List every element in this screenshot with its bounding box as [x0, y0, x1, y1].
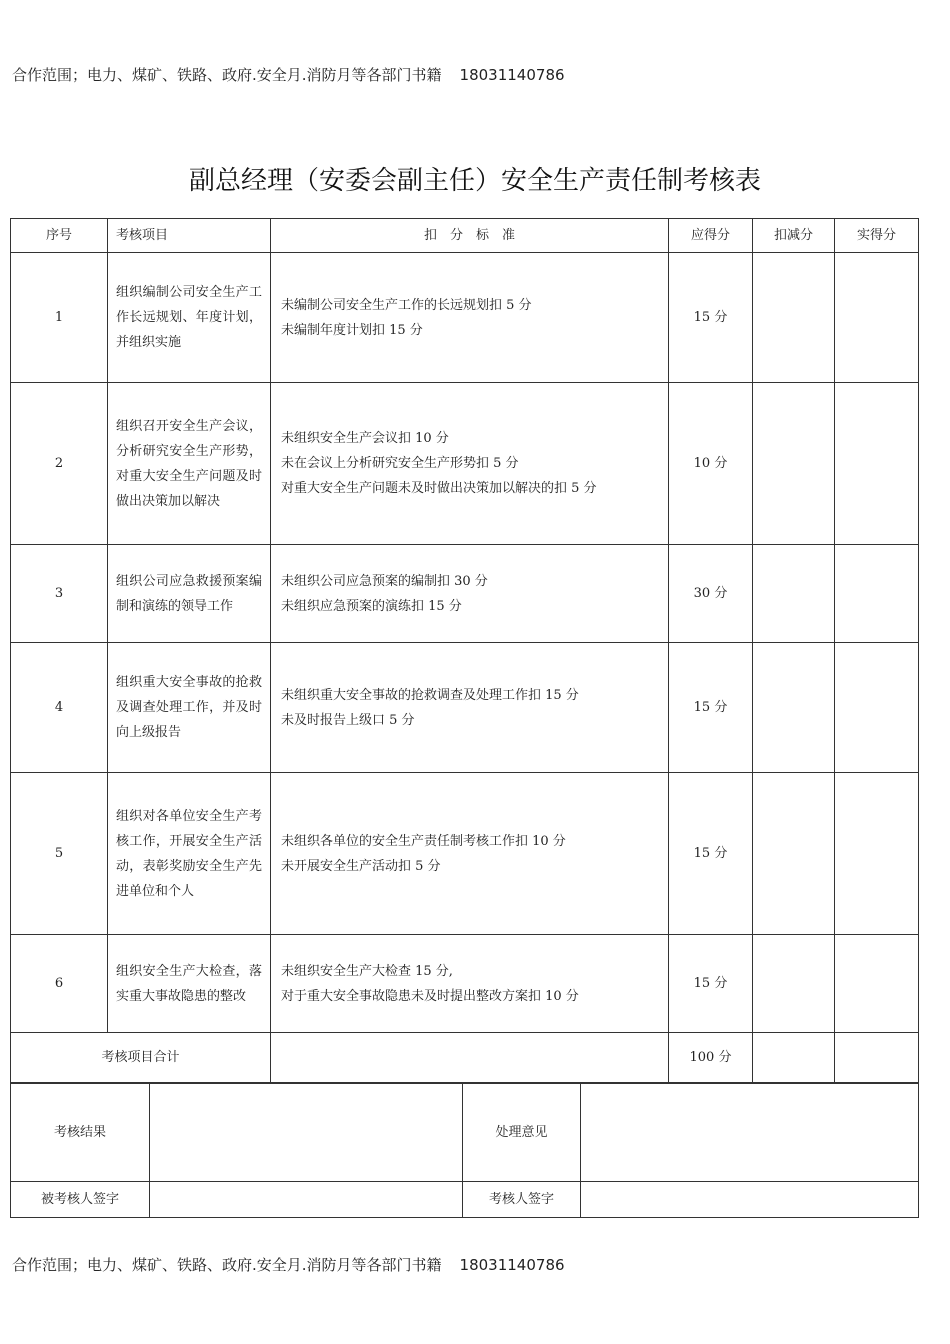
table-row: [11, 643, 919, 773]
row-due: 10 分: [669, 383, 753, 545]
row-due: 15 分: [669, 935, 753, 1033]
criteria-line: 未及时报告上级口 5 分: [281, 712, 415, 728]
criteria-line: 未组织重大安全事故的抢救调查及处理工作扣 15 分: [281, 687, 579, 703]
row-actual-cell[interactable]: [835, 253, 919, 383]
row-actual-cell[interactable]: [835, 643, 919, 773]
row-item: 组织对各单位安全生产考核工作，开展安全生产活动，表彰奖励安全生产先进单位和个人: [108, 773, 271, 935]
row-due: 15 分: [669, 253, 753, 383]
row-deduct-cell[interactable]: [753, 773, 835, 935]
examinee-signature-label: 被考核人签字: [11, 1182, 150, 1218]
criteria-line: 未组织安全生产大检查 15 分,: [281, 963, 453, 979]
row-actual-cell[interactable]: [835, 935, 919, 1033]
row-deduct-cell[interactable]: [753, 383, 835, 545]
criteria-line: 未编制公司安全生产工作的长远规划扣 5 分: [281, 297, 532, 313]
total-deduct-cell[interactable]: [753, 1033, 835, 1083]
result-label: 考核结果: [11, 1084, 150, 1182]
header-item: 考核项目: [108, 219, 271, 253]
row-actual-cell[interactable]: [835, 545, 919, 643]
page-title: 副总经理（安委会副主任）安全生产责任制考核表: [188, 166, 761, 196]
row-deduct-cell[interactable]: [753, 643, 835, 773]
row-item: 组织重大安全事故的抢救及调查处理工作，并及时向上级报告: [108, 643, 271, 773]
row-criteria: [271, 935, 669, 1033]
criteria-line: 对于重大安全事故隐患未及时提出整改方案扣 10 分: [281, 988, 579, 1004]
criteria-line: 未在会议上分析研究安全生产形势扣 5 分: [281, 456, 519, 471]
header-actual: 实得分: [835, 219, 919, 253]
header-note-text: 合作范围；电力、煤矿、铁路、政府.安全月.消防月等各部门书籍: [12, 66, 442, 84]
row-criteria: [271, 773, 669, 935]
result-field[interactable]: [150, 1084, 463, 1182]
signature-row: [11, 1182, 919, 1218]
total-row: [11, 1033, 919, 1083]
total-criteria-cell: [271, 1033, 669, 1083]
opinion-label: 处理意见: [463, 1084, 581, 1182]
row-deduct-cell[interactable]: [753, 253, 835, 383]
row-criteria: [271, 545, 669, 643]
criteria-line: 未编制年度计划扣 15 分: [281, 322, 423, 338]
header-note-phone: 18031140786: [459, 66, 565, 84]
assessment-table: [10, 218, 919, 1083]
row-deduct-cell[interactable]: [753, 545, 835, 643]
row-item: 组织安全生产大检查，落实重大事故隐患的整改: [108, 935, 271, 1033]
table-row: [11, 545, 919, 643]
footer-note: [12, 1254, 565, 1275]
examiner-signature-label: 考核人签字: [463, 1182, 581, 1218]
row-actual-cell[interactable]: [835, 773, 919, 935]
result-row: [11, 1084, 919, 1182]
header-due: 应得分: [669, 219, 753, 253]
row-deduct-cell[interactable]: [753, 935, 835, 1033]
row-seq: 5: [11, 773, 108, 935]
row-item: 组织公司应急救援预案编制和演练的领导工作: [108, 545, 271, 643]
criteria-line: 未组织应急预案的演练扣 15 分: [281, 598, 462, 614]
criteria-line: 未组织安全生产会议扣 10 分: [281, 431, 449, 446]
footer-note-text: 合作范围；电力、煤矿、铁路、政府.安全月.消防月等各部门书籍: [12, 1256, 442, 1274]
criteria-line: 对重大安全生产问题未及时做出决策加以解决的扣 5 分: [281, 481, 597, 496]
criteria-line: 未组织公司应急预案的编制扣 30 分: [281, 573, 488, 589]
row-seq: 3: [11, 545, 108, 643]
criteria-line: 未开展安全生产活动扣 5 分: [281, 858, 441, 874]
header-criteria: 扣 分 标 准: [271, 219, 669, 253]
table-header-row: [11, 219, 919, 253]
row-seq: 6: [11, 935, 108, 1033]
total-due: 100 分: [669, 1033, 753, 1083]
header-seq: 序号: [11, 219, 108, 253]
table-row: [11, 383, 919, 545]
criteria-line: 未组织各单位的安全生产责任制考核工作扣 10 分: [281, 833, 566, 849]
row-criteria: [271, 253, 669, 383]
total-actual-cell[interactable]: [835, 1033, 919, 1083]
opinion-field[interactable]: [581, 1084, 919, 1182]
row-criteria: [271, 643, 669, 773]
row-seq: 4: [11, 643, 108, 773]
table-row: [11, 253, 919, 383]
total-label: 考核项目合计: [11, 1033, 271, 1083]
table-row: [11, 773, 919, 935]
table-row: [11, 935, 919, 1033]
examiner-signature-field[interactable]: [581, 1182, 919, 1218]
row-due: 30 分: [669, 545, 753, 643]
row-due: 15 分: [669, 643, 753, 773]
row-seq: 2: [11, 383, 108, 545]
signature-table: [10, 1083, 919, 1218]
row-seq: 1: [11, 253, 108, 383]
examinee-signature-field[interactable]: [150, 1182, 463, 1218]
footer-note-phone: 18031140786: [459, 1256, 565, 1274]
row-actual-cell[interactable]: [835, 383, 919, 545]
row-criteria: [271, 383, 669, 545]
row-due: 15 分: [669, 773, 753, 935]
row-item: 组织编制公司安全生产工作长远规划、年度计划，并组织实施: [108, 253, 271, 383]
row-item: 组织召开安全生产会议，分析研究安全生产形势，对重大安全生产问题及时做出决策加以解决: [108, 383, 271, 545]
header-note: [12, 64, 565, 85]
header-deduct: 扣减分: [753, 219, 835, 253]
